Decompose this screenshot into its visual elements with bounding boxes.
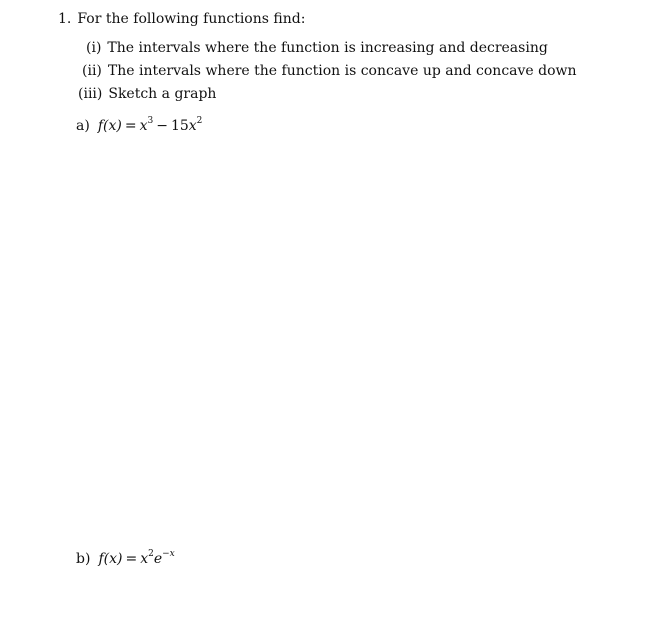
part-b-term2-exp: −x — [162, 549, 175, 560]
question-number: 1. — [58, 11, 72, 27]
list-item-text: The intervals where the function is concave up and concave down — [107, 63, 577, 79]
part-b-term1-base: x — [140, 551, 149, 567]
list-item-text: Sketch a graph — [108, 86, 217, 102]
part-a-term1-exp: 3 — [147, 116, 154, 127]
list-item-marker: (ii) — [82, 63, 102, 79]
part-a-equation — [98, 118, 203, 134]
list-item — [78, 85, 216, 103]
list-item — [86, 39, 548, 57]
question-heading — [58, 10, 305, 28]
question-heading-text: For the following functions find: — [77, 11, 306, 27]
list-item-marker: (iii) — [78, 86, 103, 102]
part-a — [76, 117, 202, 135]
part-b — [76, 550, 175, 568]
part-a-label: a) — [76, 118, 90, 134]
part-b-term1-exp: 2 — [148, 549, 154, 560]
part-a-minus: − — [156, 118, 168, 134]
part-a-lhs: f(x) — [97, 118, 122, 134]
list-item-marker: (i) — [86, 40, 102, 56]
list-item-text: The intervals where the function is increasing and decreasing — [107, 40, 548, 56]
part-a-term1-base: x — [139, 118, 148, 134]
part-b-lhs: f(x) — [98, 551, 123, 567]
part-b-equation — [98, 551, 174, 567]
part-a-term2-exp: 2 — [196, 116, 203, 127]
part-b-equals: = — [125, 551, 138, 567]
list-item — [82, 62, 577, 80]
part-a-equals: = — [124, 118, 137, 134]
part-a-term2-coef: 15 — [170, 118, 189, 134]
part-b-label: b) — [76, 551, 91, 567]
part-a-term2-base: x — [188, 118, 197, 134]
part-b-term2-base: e — [153, 551, 163, 567]
